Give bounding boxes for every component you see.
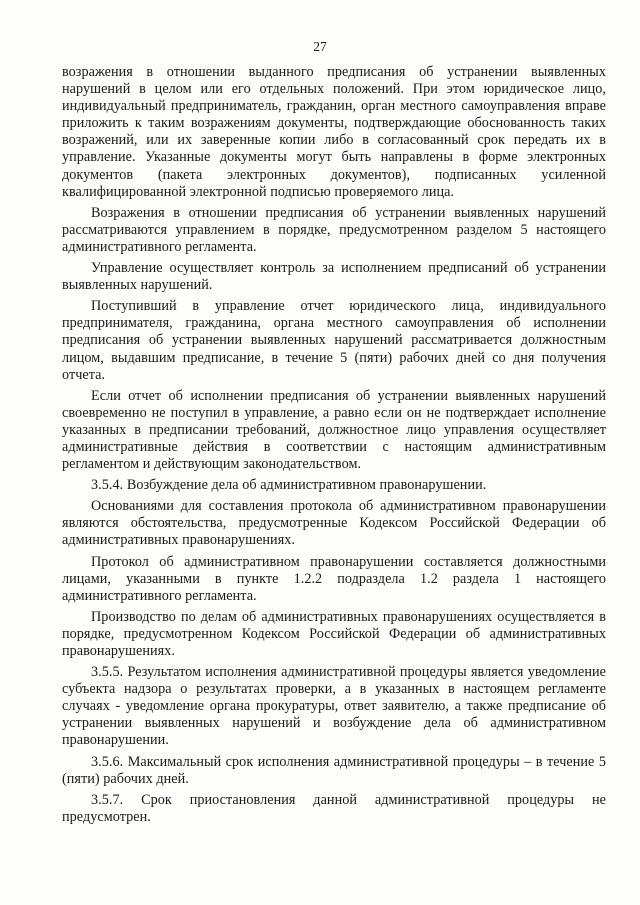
section-heading-3-5-4: 3.5.4. Возбуждение дела об административном правонарушении.	[91, 477, 487, 494]
paragraph-objections-continuation: возражения в отношении выданного предписания об устранении выявленных нарушений в целом или его отдельных положений. При этом юридическое лицо, индивидуальный предприниматель, гражданин, орган местного самоуправления вправе приложить к таким возражениям документы, подтверждающие обоснованность таких возражений, или их заверенные копии либо в согласованный срок передать их в управление. Указанные документы могут быть направлены в форме электронных документов (пакета электронных документов), подписанных усиленной квалифицированной электронной подписью проверяемого лица.	[62, 64, 606, 200]
paragraph-missing-report: Если отчет об исполнении предписания об устранении выявленных нарушений своевременно не поступил в управление, а равно если он не подтверждает исполнение указанных в предписании требований, должностное лицо управления осуществляет административные действия в соответствии с настоящим административным регламентом и действующим законодательством.	[62, 387, 606, 473]
section-3-5-7: 3.5.7. Срок приостановления данной административной процедуры не предусмотрен.	[62, 791, 606, 825]
paragraph-protocol-officials: Протокол об административном правонарушении составляется должностными лицами, указанными в пункте 1.2.2 подраздела 1.2 раздела 1 настоящего административного регламента.	[62, 553, 606, 604]
paragraph-control: Управление осуществляет контроль за исполнением предписаний об устранении выявленных нарушений.	[62, 260, 606, 294]
section-3-5-5: 3.5.5. Результатом исполнения административной процедуры является уведомление субъекта надзора о результатах проверки, а в указанных в настоящем регламенте случаях - уведомление органа прокуратуры, ответ заявителю, а также предписание об устранении выявленных нарушений и возбуждение дела об административном правонарушении.	[62, 664, 606, 749]
paragraph-proceedings: Производство по делам об административных правонарушениях осуществляется в порядке, предусмотренном Кодексом Российской Федерации об административных правонарушениях.	[62, 608, 606, 659]
page-number: 27	[313, 39, 327, 54]
paragraph-protocol-grounds: Основаниями для составления протокола об административном правонарушении являются обстоятельства, предусмотренные Кодексом Российской Федерации об административных правонарушениях.	[62, 498, 606, 549]
document-body	[62, 64, 606, 830]
paragraph-objections-review: Возражения в отношении предписания об устранении выявленных нарушений рассматриваются управлением в порядке, предусмотренном разделом 5 настоящего административного регламента.	[62, 204, 606, 255]
paragraph-report-review: Поступивший в управление отчет юридического лица, индивидуального предпринимателя, гражданина, органа местного самоуправления об исполнении предписания об устранении выявленных нарушений рассматривается должностным лицом, выдавшим предписание, в течение 5 (пяти) рабочих дней со дня получения отчета.	[62, 298, 606, 383]
section-3-5-6: 3.5.6. Максимальный срок исполнения административной процедуры – в течение 5 (пяти) рабочих дней.	[62, 753, 606, 787]
